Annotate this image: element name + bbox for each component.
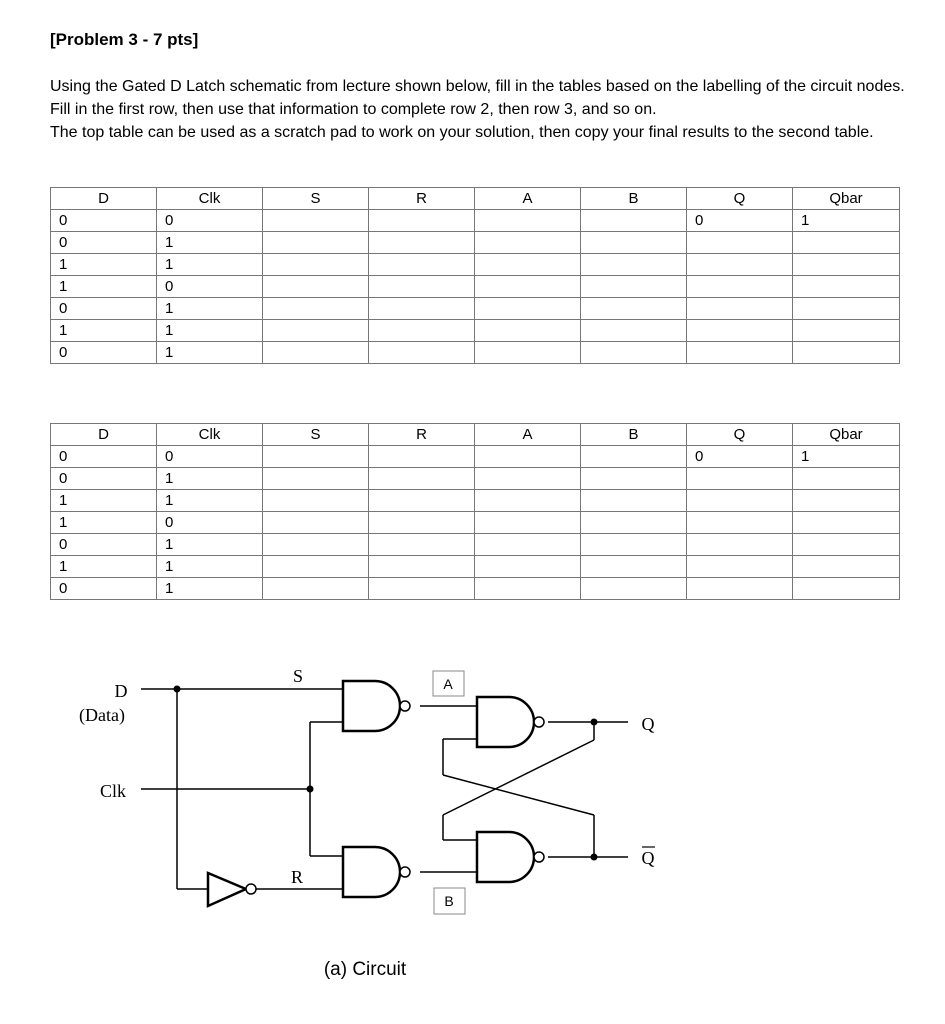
table-cell-a[interactable]	[475, 490, 581, 512]
table-cell-d[interactable]: 0	[51, 578, 157, 600]
table-row	[51, 490, 900, 512]
table-cell-a[interactable]	[475, 534, 581, 556]
table-cell-b[interactable]	[581, 254, 687, 276]
table-cell-s[interactable]	[263, 578, 369, 600]
table-cell-q[interactable]	[687, 320, 793, 342]
table-cell-r[interactable]	[369, 512, 475, 534]
table-cell-d[interactable]: 0	[51, 446, 157, 468]
table-cell-clk[interactable]: 1	[157, 298, 263, 320]
table-cell-b[interactable]	[581, 446, 687, 468]
table-row	[51, 342, 900, 364]
output-q-label: Q	[641, 714, 655, 734]
table-cell-d[interactable]: 1	[51, 490, 157, 512]
final-table-body	[51, 446, 900, 600]
table-cell-b[interactable]	[581, 320, 687, 342]
node-b-label: B	[444, 893, 454, 909]
table-cell-clk[interactable]: 0	[157, 512, 263, 534]
table-cell-qbar[interactable]	[793, 276, 900, 298]
column-header: B	[581, 424, 687, 446]
table-cell-q[interactable]	[687, 342, 793, 364]
table-cell-b[interactable]	[581, 512, 687, 534]
column-header: Clk	[157, 188, 263, 210]
table-cell-clk[interactable]: 1	[157, 556, 263, 578]
column-header: Q	[687, 188, 793, 210]
column-header: Qbar	[793, 188, 900, 210]
table-cell-qbar[interactable]	[793, 298, 900, 320]
column-header: D	[51, 188, 157, 210]
nand-gate-q-bubble	[534, 717, 544, 727]
table-cell-a[interactable]	[475, 556, 581, 578]
column-header: Qbar	[793, 424, 900, 446]
nand-gate-q	[477, 697, 534, 747]
table-cell-clk[interactable]: 1	[157, 320, 263, 342]
table-cell-b[interactable]	[581, 342, 687, 364]
table-row	[51, 512, 900, 534]
table-cell-r[interactable]	[369, 578, 475, 600]
table-cell-r[interactable]	[369, 534, 475, 556]
junction-dot	[591, 719, 598, 726]
table-cell-s[interactable]	[263, 512, 369, 534]
table-cell-s[interactable]	[263, 446, 369, 468]
table-cell-q[interactable]: 0	[687, 210, 793, 232]
nand-gate-qbar	[477, 832, 534, 882]
column-header: Q	[687, 424, 793, 446]
table-cell-r[interactable]	[369, 446, 475, 468]
table-cell-q[interactable]	[687, 276, 793, 298]
instructions	[50, 75, 910, 144]
table-cell-d[interactable]: 0	[51, 232, 157, 254]
table-cell-a[interactable]	[475, 446, 581, 468]
table-cell-s[interactable]	[263, 210, 369, 232]
table-cell-qbar[interactable]	[793, 232, 900, 254]
table-row	[51, 446, 900, 468]
table-row	[51, 232, 900, 254]
column-header: Clk	[157, 424, 263, 446]
nand-gate-s	[343, 681, 400, 731]
table-cell-d[interactable]: 0	[51, 298, 157, 320]
input-d-data-label: (Data)	[79, 705, 125, 725]
junction-dot	[307, 786, 314, 793]
column-header: S	[263, 188, 369, 210]
table-cell-b[interactable]	[581, 276, 687, 298]
table-cell-r[interactable]	[369, 210, 475, 232]
node-r-label: R	[290, 867, 304, 887]
table-cell-qbar[interactable]	[793, 468, 900, 490]
table-row	[51, 578, 900, 600]
node-s-label: S	[292, 666, 304, 686]
table-cell-s[interactable]	[263, 490, 369, 512]
table-cell-s[interactable]	[263, 556, 369, 578]
table-cell-s[interactable]	[263, 276, 369, 298]
junction-dot	[591, 854, 598, 861]
table-row	[51, 534, 900, 556]
table-cell-b[interactable]	[581, 298, 687, 320]
table-cell-b[interactable]	[581, 490, 687, 512]
table-row	[51, 254, 900, 276]
instructions-paragraph-1: Using the Gated D Latch schematic from lecture shown below, fill in the tables based on the labelling of the circuit nodes. Fill in the first row, then use that information to complete row 2, then row 3, and so on.	[50, 78, 905, 118]
table-cell-q[interactable]: 0	[687, 446, 793, 468]
table-cell-r[interactable]	[369, 232, 475, 254]
column-header: R	[369, 188, 475, 210]
table-cell-clk[interactable]: 0	[157, 210, 263, 232]
table-row	[51, 556, 900, 578]
table-cell-a[interactable]	[475, 320, 581, 342]
table-cell-d[interactable]: 1	[51, 320, 157, 342]
table-cell-a[interactable]	[475, 254, 581, 276]
table-cell-b[interactable]	[581, 578, 687, 600]
node-a-label: A	[443, 676, 453, 692]
problem-heading: [Problem 3 - 7 pts]	[50, 30, 199, 49]
nand-gate-r	[343, 847, 400, 897]
table-row	[51, 320, 900, 342]
table-cell-clk[interactable]: 1	[157, 342, 263, 364]
table-cell-clk[interactable]: 1	[157, 490, 263, 512]
table-cell-clk[interactable]: 1	[157, 254, 263, 276]
input-d-label: D	[114, 681, 128, 701]
table-cell-r[interactable]	[369, 320, 475, 342]
table-cell-q[interactable]	[687, 490, 793, 512]
table-cell-q[interactable]	[687, 534, 793, 556]
table-cell-qbar[interactable]	[793, 534, 900, 556]
table-cell-clk[interactable]: 1	[157, 534, 263, 556]
table-cell-s[interactable]	[263, 342, 369, 364]
table-cell-qbar[interactable]	[793, 556, 900, 578]
input-clk-label: Clk	[99, 781, 127, 801]
table-cell-a[interactable]	[475, 298, 581, 320]
table-cell-clk[interactable]: 1	[157, 232, 263, 254]
instructions-paragraph-2: The top table can be used as a scratch pad to work on your solution, then copy your final results to the second table.	[50, 124, 874, 141]
table-cell-qbar[interactable]	[793, 342, 900, 364]
table-cell-d[interactable]: 0	[51, 210, 157, 232]
table-cell-qbar[interactable]	[793, 320, 900, 342]
table-cell-r[interactable]	[369, 276, 475, 298]
table-cell-r[interactable]	[369, 556, 475, 578]
table-cell-r[interactable]	[369, 298, 475, 320]
table-cell-q[interactable]	[687, 578, 793, 600]
table-cell-qbar[interactable]	[793, 578, 900, 600]
table-cell-q[interactable]	[687, 298, 793, 320]
table-cell-s[interactable]	[263, 298, 369, 320]
inverter-bubble	[246, 884, 256, 894]
table-row	[51, 468, 900, 490]
table-cell-a[interactable]	[475, 276, 581, 298]
table-cell-d[interactable]: 0	[51, 534, 157, 556]
header-row	[51, 188, 900, 210]
table-cell-b[interactable]	[581, 210, 687, 232]
table-cell-d[interactable]: 1	[51, 556, 157, 578]
table-cell-s[interactable]	[263, 320, 369, 342]
header-row	[51, 424, 900, 446]
nand-gate-r-bubble	[400, 867, 410, 877]
inverter-gate	[208, 873, 246, 906]
table-cell-clk[interactable]: 0	[157, 446, 263, 468]
table-row	[51, 210, 900, 232]
column-header: A	[475, 424, 581, 446]
table-cell-s[interactable]	[263, 534, 369, 556]
table-cell-d[interactable]: 1	[51, 254, 157, 276]
schematic-caption: (a) Circuit	[323, 959, 407, 980]
table-row	[51, 298, 900, 320]
final-table	[50, 423, 900, 600]
table-cell-s[interactable]	[263, 254, 369, 276]
junction-dot	[174, 686, 181, 693]
column-header: D	[51, 424, 157, 446]
scratch-table-body	[51, 210, 900, 364]
table-cell-r[interactable]	[369, 342, 475, 364]
table-cell-a[interactable]	[475, 342, 581, 364]
table-cell-a[interactable]	[475, 512, 581, 534]
table-cell-q[interactable]	[687, 556, 793, 578]
table-cell-d[interactable]: 0	[51, 342, 157, 364]
nand-gate-qbar-bubble	[534, 852, 544, 862]
column-header: S	[263, 424, 369, 446]
table-cell-qbar[interactable]: 1	[793, 210, 900, 232]
table-cell-clk[interactable]: 1	[157, 468, 263, 490]
table-cell-clk[interactable]: 1	[157, 578, 263, 600]
gated-d-latch-schematic	[0, 640, 945, 1024]
table-cell-d[interactable]: 1	[51, 512, 157, 534]
table-cell-b[interactable]	[581, 556, 687, 578]
table-row	[51, 276, 900, 298]
table-cell-qbar[interactable]	[793, 490, 900, 512]
table-cell-a[interactable]	[475, 468, 581, 490]
column-header: R	[369, 424, 475, 446]
table-cell-b[interactable]	[581, 468, 687, 490]
table-cell-a[interactable]	[475, 210, 581, 232]
table-cell-s[interactable]	[263, 232, 369, 254]
nand-gate-s-bubble	[400, 701, 410, 711]
table-cell-qbar[interactable]	[793, 512, 900, 534]
table-cell-s[interactable]	[263, 468, 369, 490]
table-cell-qbar[interactable]	[793, 254, 900, 276]
table-cell-b[interactable]	[581, 232, 687, 254]
table-cell-qbar[interactable]: 1	[793, 446, 900, 468]
column-header: A	[475, 188, 581, 210]
table-cell-d[interactable]: 0	[51, 468, 157, 490]
table-cell-r[interactable]	[369, 490, 475, 512]
table-cell-b[interactable]	[581, 534, 687, 556]
table-cell-r[interactable]	[369, 254, 475, 276]
table-cell-d[interactable]: 1	[51, 276, 157, 298]
table-cell-a[interactable]	[475, 232, 581, 254]
column-header: B	[581, 188, 687, 210]
output-qbar-label: Q	[641, 848, 655, 868]
table-cell-a[interactable]	[475, 578, 581, 600]
table-cell-q[interactable]	[687, 468, 793, 490]
table-cell-clk[interactable]: 0	[157, 276, 263, 298]
scratch-table	[50, 187, 900, 364]
table-cell-q[interactable]	[687, 512, 793, 534]
table-cell-r[interactable]	[369, 468, 475, 490]
table-cell-q[interactable]	[687, 232, 793, 254]
table-cell-q[interactable]	[687, 254, 793, 276]
